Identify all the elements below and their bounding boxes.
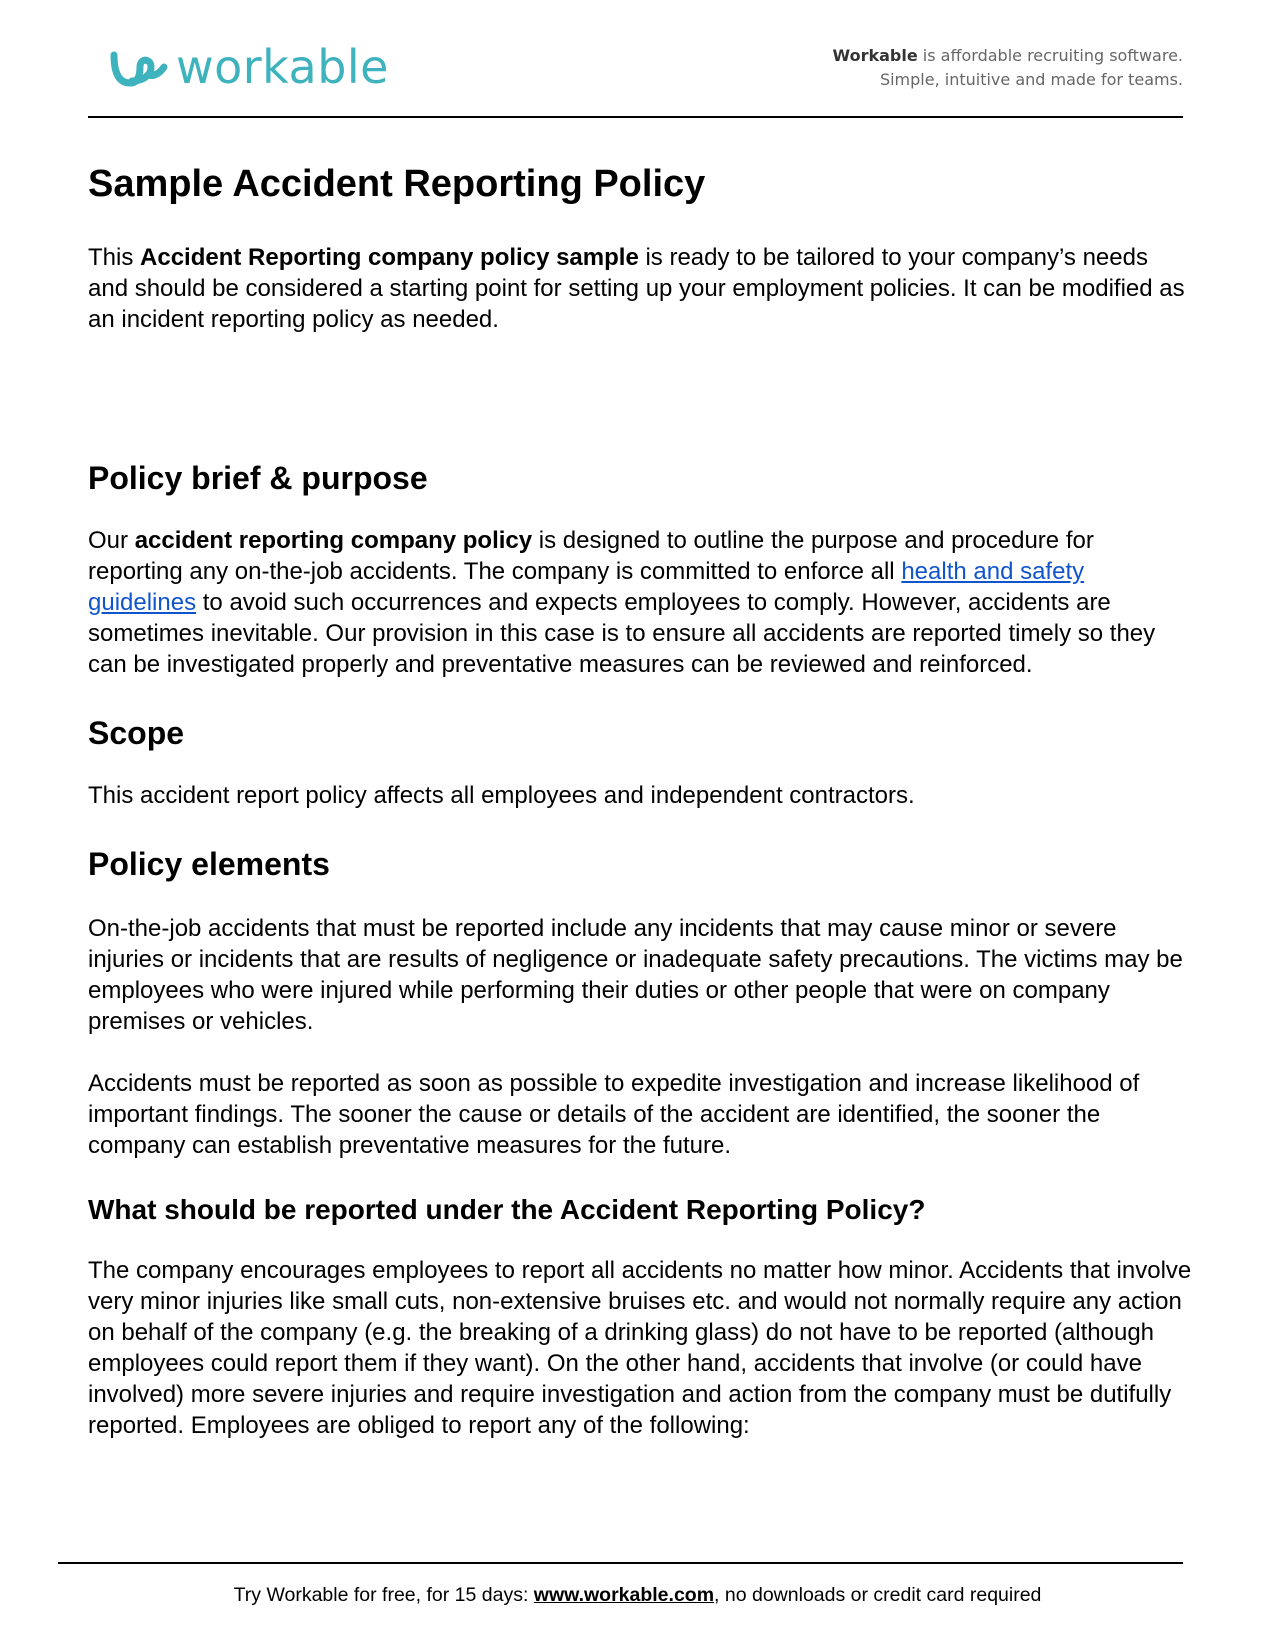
elements-paragraph-1: On-the-job accidents that must be reported include any incidents that may cause minor or severe injuries or incidents that are results of negligence or inadequate safety precautions. The victims may be employees who were injured while performing their duties or other people that were on company premises or vehicles. [88,915,1183,1035]
brief-bold: accident reporting company policy [134,527,533,554]
header-divider [88,116,1183,118]
tagline-line2: Simple, intuitive and made for teams. [879,70,1183,89]
logo-text: workable [176,40,389,94]
footer: Try Workable for free, for 15 days: www.workable.com, no downloads or credit card required [233,1584,1042,1606]
tagline-line1: is affordable recruiting software. [917,46,1183,65]
tagline-brand: Workable [832,46,918,65]
health-safety-link[interactable]: health and safety guidelines [88,558,1085,616]
section-heading-what: What should be reported under the Accident Reporting Policy? [88,1194,926,1225]
header-tagline [833,44,1183,92]
intro-bold: Accident Reporting company policy sample [140,244,639,271]
section-heading-scope: Scope [88,715,185,751]
elements-paragraph-2: Accidents must be reported as soon as possible to expedite investigation and increase likelihood of important findings. The sooner the cause or details of the accident are identified, the sooner the company can establish preventative measures for the future. [88,1070,1140,1159]
workable-logo[interactable] [108,40,389,94]
workable-logo-mark-icon [108,45,170,89]
footer-divider [58,1562,1183,1564]
scope-paragraph: This accident report policy affects all employees and independent contractors. [88,782,915,809]
what-paragraph: The company encourages employees to report all accidents no matter how minor. Accidents that involve very minor injuries like small cuts, non-extensive bruises etc. and would not normally require any action on behalf of the company (e.g. the breaking of a drinking glass) do not have to be reported (although employees could report them if they want). On the other hand, accidents that involve (or could have involved) more severe injuries and require investigation and action from the company must be dutifully reported. Employees are obliged to report any of the following: [88,1257,1192,1439]
document-body [88,150,1193,1441]
section-heading-brief: Policy brief & purpose [88,460,428,496]
section-heading-elements: Policy elements [88,846,330,882]
brief-paragraph: Our accident reporting company policy is designed to outline the purpose and procedure for reporting any on-the-job accidents. The company is committed to enforce all health and safety guidelines to avoid such occurrences and expects employees to comply. However, accidents are sometimes inevitable. Our provision in this case is to ensure all accidents are reported timely so they can be investigated properly and preventative measures can be reviewed and reinforced. [88,527,1156,678]
page-title: Sample Accident Reporting Policy [88,163,706,205]
workable-website-link[interactable]: www.workable.com [533,1584,715,1606]
intro-paragraph: This Accident Reporting company policy sample is ready to be tailored to your company’s needs and should be considered a starting point for setting up your employment policies. It can be modified as an incident reporting policy as needed. [88,244,1185,333]
